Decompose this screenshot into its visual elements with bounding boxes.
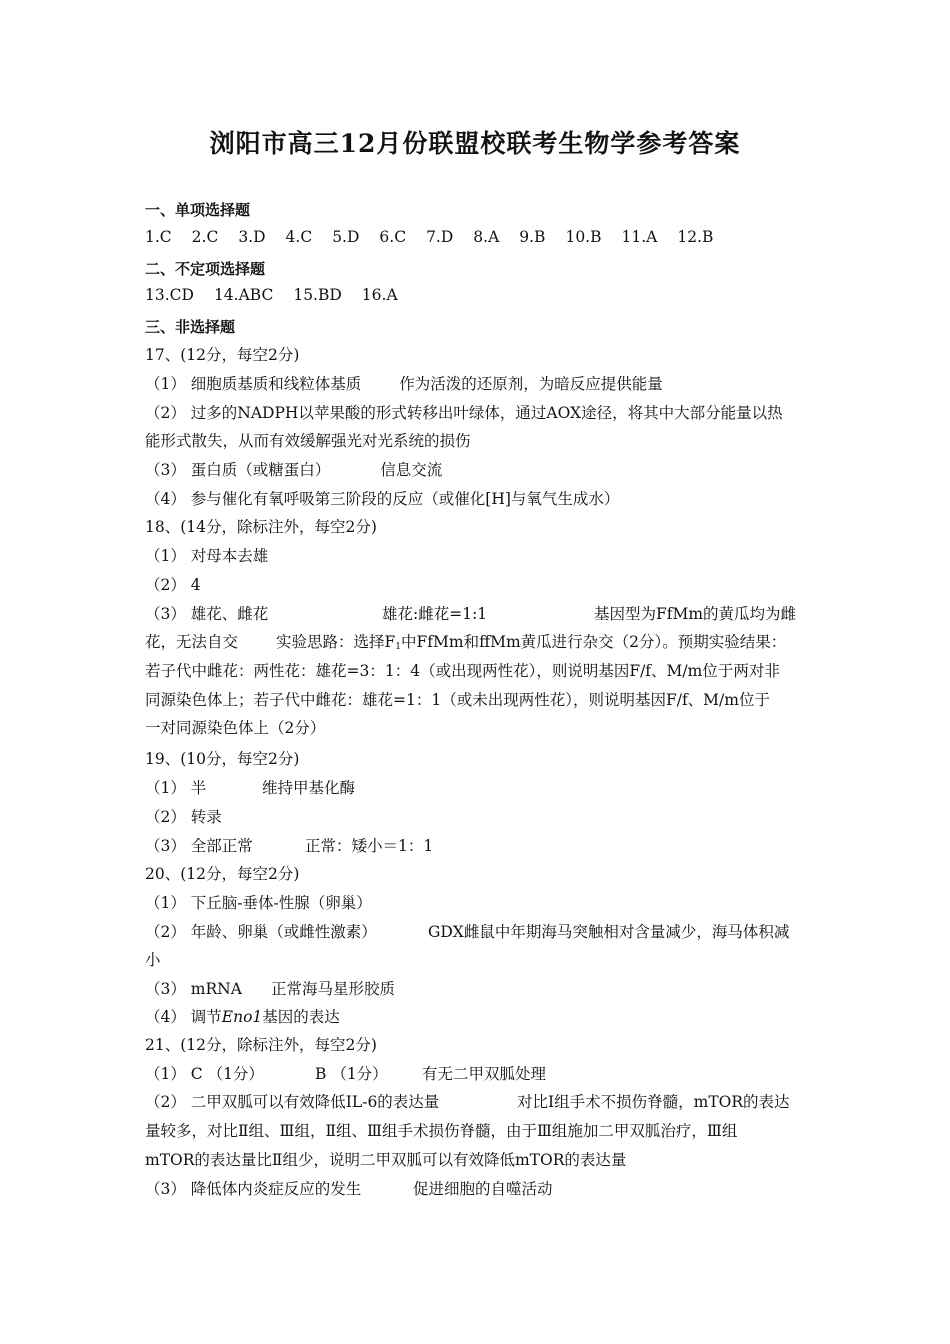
- multi-choice-answers: [145, 286, 810, 304]
- single-choice-answer-8: 8.A: [473, 228, 500, 246]
- q21-answer-3-b: 促进细胞的自噬活动: [413, 1180, 553, 1198]
- q18-answer-3-c: 基因型为FfMm的黄瓜均为雌: [594, 605, 797, 623]
- q18-subscript: 1: [395, 642, 402, 652]
- q20-answer-3: [145, 977, 810, 999]
- q20-answer-2: [145, 920, 810, 942]
- multi-choice-answer-4: 16.A: [361, 286, 398, 304]
- multi-choice-answer-3: 15.BD: [293, 286, 342, 304]
- q17-answer-2-cont: 能形式散失，从而有效缓解强光对光系统的损伤: [145, 432, 471, 450]
- q21-answer-2-line2: 量较多，对比Ⅱ组、Ⅲ组，Ⅱ组、Ⅲ组手术损伤脊髓，由于Ⅲ组施加二甲双胍治疗，Ⅲ组: [145, 1122, 738, 1140]
- q18-answer-2: （2） 4: [145, 576, 201, 594]
- q20-answer-2-b: GDX雌鼠中年期海马突触相对含量减少，海马体积减: [428, 923, 790, 941]
- single-choice-answer-11: 11.A: [621, 228, 658, 246]
- q18-answer-3-line2: [145, 630, 810, 652]
- single-choice-answer-4: 4.C: [285, 228, 313, 246]
- q21-answer-2: [145, 1090, 810, 1112]
- q21-answer-1-a: （1） C （1分）: [145, 1065, 264, 1083]
- single-choice-answer-7: 7.D: [426, 228, 454, 246]
- q19-answer-3-a: （3） 全部正常: [145, 837, 253, 855]
- q17-answer-3-b: 信息交流: [380, 461, 443, 479]
- q18-answer-3-line3: 若子代中雌花：两性花：雄花=3：1：4（或出现两性花），则说明基因F/f、M/m位于两对非: [145, 662, 780, 680]
- q20-answer-4-b: 基因的表达: [262, 1008, 340, 1026]
- q19-answer-1-b: 维持甲基化酶: [262, 779, 356, 797]
- q17-heading: 17、(12分，每空2分): [145, 346, 300, 364]
- q21-answer-2-a: （2） 二甲双胍可以有效降低IL-6的表达量: [145, 1093, 440, 1111]
- q17-answer-2: （2） 过多的NADPH以苹果酸的形式转移出叶绿体，通过AOX途径，将其中大部分能量以热: [145, 404, 783, 422]
- q19-answer-3: [145, 834, 810, 856]
- multi-choice-answer-2: 14.ABC: [213, 286, 274, 304]
- q20-gene-name: Eno1: [221, 1008, 263, 1026]
- section-heading-single-choice: 一、单项选择题: [145, 201, 251, 219]
- q21-answer-1-b: B （1分）: [315, 1065, 388, 1083]
- q18-answer-3-e: 实验思路：选择F: [276, 633, 396, 651]
- q17-answer-3: [145, 458, 810, 480]
- q20-answer-2-a: （2） 年龄、卵巢（或雌性激素）: [145, 923, 377, 941]
- single-choice-answer-9: 9.B: [519, 228, 546, 246]
- q18-answer-3-line4: 同源染色体上；若子代中雌花：雄花=1：1（或未出现两性花），则说明基因F/f、M/m位于: [145, 691, 770, 709]
- q18-answer-3-d: 花，无法自交: [145, 633, 239, 651]
- single-choice-answer-12: 12.B: [677, 228, 714, 246]
- single-choice-answer-10: 10.B: [565, 228, 602, 246]
- q19-heading: 19、(10分，每空2分): [145, 750, 300, 768]
- q19-answer-2: （2） 转录: [145, 808, 222, 826]
- q18-answer-3-line5: 一对同源染色体上（2分）: [145, 719, 326, 737]
- q20-answer-4: [145, 1005, 810, 1027]
- q19-answer-1: [145, 776, 810, 798]
- q18-answer-3-f: 中FfMm和ffMm黄瓜进行杂交（2分）。预期实验结果：: [401, 633, 787, 651]
- q20-answer-4-a: （4） 调节: [145, 1008, 222, 1026]
- q21-answer-3-a: （3） 降低体内炎症反应的发生: [145, 1180, 362, 1198]
- single-choice-answer-3: 3.D: [238, 228, 266, 246]
- q18-heading: 18、(14分，除标注外，每空2分): [145, 518, 377, 536]
- q21-answer-2-b: 对比Ⅰ组手术不损伤脊髓，mTOR的表达: [517, 1093, 790, 1111]
- single-choice-answer-5: 5.D: [332, 228, 360, 246]
- q20-answer-3-a: （3） mRNA: [145, 980, 242, 998]
- section-heading-non-choice: 三、非选择题: [145, 318, 236, 336]
- q21-answer-3: [145, 1177, 810, 1199]
- q18-answer-1: （1） 对母本去雄: [145, 547, 269, 565]
- q17-answer-4: （4） 参与催化有氧呼吸第三阶段的反应（或催化[H]与氧气生成水）: [145, 490, 620, 508]
- q19-answer-3-b: 正常：矮小＝1：1: [305, 837, 434, 855]
- q17-answer-1: [145, 372, 810, 394]
- single-choice-answer-1: 1.C: [145, 228, 172, 246]
- q20-heading: 20、(12分，每空2分): [145, 865, 300, 883]
- single-choice-answer-6: 6.C: [379, 228, 407, 246]
- q20-answer-1: （1） 下丘脑-垂体-性腺（卵巢）: [145, 894, 372, 912]
- q21-answer-1: [145, 1062, 810, 1084]
- section-heading-multi-choice: 二、不定项选择题: [145, 260, 266, 278]
- q17-answer-3-a: （3） 蛋白质（或糖蛋白）: [145, 461, 331, 479]
- q18-answer-3-a: （3） 雄花、雌花: [145, 605, 269, 623]
- single-choice-answers: [145, 228, 810, 246]
- page-title: 浏阳市高三12月份联盟校联考生物学参考答案: [209, 129, 741, 158]
- q17-answer-1-a: （1） 细胞质基质和线粒体基质: [145, 375, 362, 393]
- q21-heading: 21、(12分，除标注外，每空2分): [145, 1036, 377, 1054]
- q19-answer-1-a: （1） 半: [145, 779, 207, 797]
- q21-answer-2-line3: mTOR的表达量比Ⅱ组少，说明二甲双胍可以有效降低mTOR的表达量: [145, 1151, 627, 1169]
- q20-answer-2-cont: 小: [145, 951, 161, 969]
- q17-answer-1-b: 作为活泼的还原剂，为暗反应提供能量: [399, 375, 663, 393]
- multi-choice-answer-1: 13.CD: [145, 286, 194, 304]
- single-choice-answer-2: 2.C: [191, 228, 219, 246]
- q18-answer-3: [145, 602, 810, 624]
- q18-answer-3-b: 雄花:雌花=1:1: [382, 605, 488, 623]
- q20-answer-3-b: 正常海马星形胶质: [271, 980, 396, 998]
- q21-answer-1-c: 有无二甲双胍处理: [422, 1065, 547, 1083]
